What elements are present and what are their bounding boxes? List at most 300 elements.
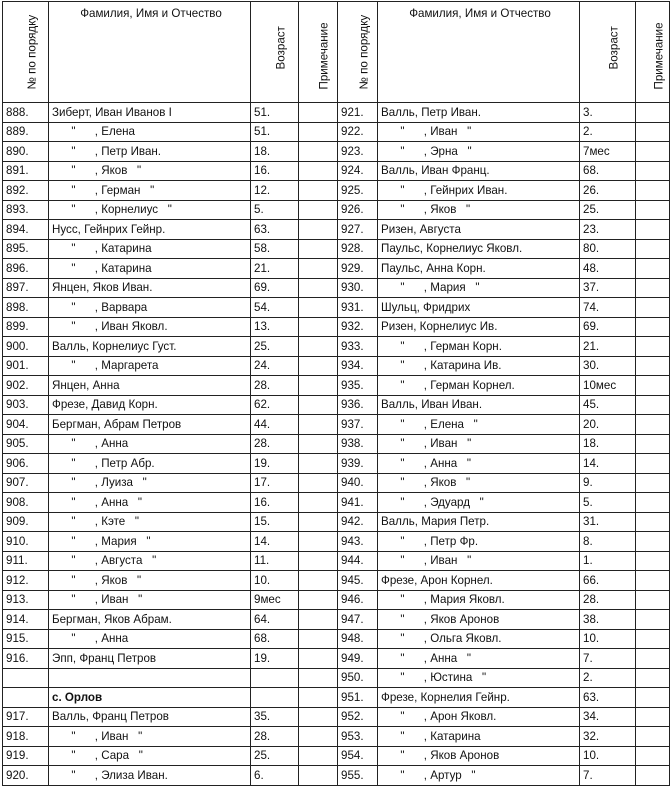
- row-number-right: 934.: [338, 356, 378, 376]
- person-name-right: " , Ольга Яковл.: [378, 629, 580, 649]
- person-name-left: с. Орлов: [49, 688, 251, 708]
- note-right: [636, 161, 670, 181]
- note-left: [299, 434, 338, 454]
- age-left: 5.: [251, 200, 299, 220]
- person-name-right: " , Анна ": [378, 454, 580, 474]
- age-right: 8.: [580, 532, 636, 552]
- age-right: 31.: [580, 512, 636, 532]
- age-right: 26.: [580, 181, 636, 201]
- row-number-right: 942.: [338, 512, 378, 532]
- table-row: [3, 707, 670, 727]
- row-number-right: 926.: [338, 200, 378, 220]
- age-right: 7.: [580, 649, 636, 669]
- person-name-right: Валль, Петр Иван.: [378, 103, 580, 123]
- age-left: 17.: [251, 473, 299, 493]
- age-right: 48.: [580, 259, 636, 279]
- row-number-right: 947.: [338, 610, 378, 630]
- table-row: [3, 376, 670, 396]
- note-left: [299, 337, 338, 357]
- person-name-right: Паульс, Анна Корн.: [378, 259, 580, 279]
- age-left: 69.: [251, 278, 299, 298]
- age-right: 7.: [580, 766, 636, 786]
- age-right: 2.: [580, 122, 636, 142]
- row-number-left: 912.: [3, 571, 49, 591]
- header-number-left: № по порядку: [3, 2, 49, 103]
- person-name-left: " , Корнелиус ": [49, 200, 251, 220]
- age-left: 14.: [251, 532, 299, 552]
- person-name-left: " , Анна ": [49, 493, 251, 513]
- header-name-left: Фамилия, Имя и Отчество: [49, 2, 251, 103]
- age-left: [251, 688, 299, 708]
- row-number-left: 889.: [3, 122, 49, 142]
- note-right: [636, 259, 670, 279]
- row-number-left: 910.: [3, 532, 49, 552]
- person-name-left: " , Петр Иван.: [49, 142, 251, 162]
- age-right: 63.: [580, 688, 636, 708]
- age-left: 58.: [251, 239, 299, 259]
- row-number-left: 918.: [3, 727, 49, 747]
- person-name-left: " , Иван Яковл.: [49, 317, 251, 337]
- row-number-right: 949.: [338, 649, 378, 669]
- table-row: [3, 649, 670, 669]
- person-name-right: " , Герман Корн.: [378, 337, 580, 357]
- age-right: 18.: [580, 434, 636, 454]
- age-left: 63.: [251, 220, 299, 240]
- age-left: 9мес: [251, 590, 299, 610]
- row-number-right: 936.: [338, 395, 378, 415]
- row-number-right: 955.: [338, 766, 378, 786]
- person-name-left: " , Кэте ": [49, 512, 251, 532]
- note-right: [636, 278, 670, 298]
- table-row: [3, 395, 670, 415]
- header-age-left: Возраст: [251, 2, 299, 103]
- header-name-right: Фамилия, Имя и Отчество: [378, 2, 580, 103]
- person-name-right: Шульц, Фридрих: [378, 298, 580, 318]
- row-number-left: 892.: [3, 181, 49, 201]
- age-right: 1.: [580, 551, 636, 571]
- header-row: [3, 2, 670, 103]
- person-name-right: Паульс, Корнелиус Яковл.: [378, 239, 580, 259]
- row-number-right: 933.: [338, 337, 378, 357]
- note-left: [299, 727, 338, 747]
- note-right: [636, 200, 670, 220]
- person-name-right: " , Катарина: [378, 727, 580, 747]
- note-left: [299, 259, 338, 279]
- header-note-left: Примечание: [299, 2, 338, 103]
- person-name-right: " , Петр Фр.: [378, 532, 580, 552]
- person-name-right: " , Гейнрих Иван.: [378, 181, 580, 201]
- note-right: [636, 298, 670, 318]
- person-name-right: " , Елена ": [378, 415, 580, 435]
- person-name-left: " , Элиза Иван.: [49, 766, 251, 786]
- age-right: 37.: [580, 278, 636, 298]
- age-left: 10.: [251, 571, 299, 591]
- table-row: [3, 551, 670, 571]
- row-number-left: 915.: [3, 629, 49, 649]
- person-name-right: Валль, Мария Петр.: [378, 512, 580, 532]
- age-left: 18.: [251, 142, 299, 162]
- note-left: [299, 610, 338, 630]
- row-number-right: 944.: [338, 551, 378, 571]
- age-left: 28.: [251, 376, 299, 396]
- age-right: 38.: [580, 610, 636, 630]
- table-row: [3, 571, 670, 591]
- row-number-left: 908.: [3, 493, 49, 513]
- age-left: 51.: [251, 103, 299, 123]
- person-name-left: " , Варвара: [49, 298, 251, 318]
- note-left: [299, 532, 338, 552]
- row-number-left: 905.: [3, 434, 49, 454]
- table-row: [3, 668, 670, 688]
- row-number-right: 932.: [338, 317, 378, 337]
- age-left: 25.: [251, 746, 299, 766]
- census-table: [2, 1, 670, 786]
- note-right: [636, 473, 670, 493]
- row-number-left: 917.: [3, 707, 49, 727]
- age-left: 51.: [251, 122, 299, 142]
- age-right: 45.: [580, 395, 636, 415]
- row-number-left: 894.: [3, 220, 49, 240]
- note-left: [299, 181, 338, 201]
- row-number-right: 950.: [338, 668, 378, 688]
- note-left: [299, 395, 338, 415]
- row-number-right: 938.: [338, 434, 378, 454]
- row-number-left: 904.: [3, 415, 49, 435]
- row-number-right: 930.: [338, 278, 378, 298]
- note-right: [636, 688, 670, 708]
- age-left: 62.: [251, 395, 299, 415]
- row-number-right: 951.: [338, 688, 378, 708]
- note-right: [636, 454, 670, 474]
- note-right: [636, 649, 670, 669]
- table-row: [3, 629, 670, 649]
- age-left: 16.: [251, 161, 299, 181]
- person-name-right: " , Мария Яковл.: [378, 590, 580, 610]
- note-left: [299, 512, 338, 532]
- note-right: [636, 551, 670, 571]
- row-number-left: 896.: [3, 259, 49, 279]
- note-right: [636, 415, 670, 435]
- age-left: [251, 668, 299, 688]
- row-number-left: [3, 688, 49, 708]
- note-right: [636, 181, 670, 201]
- note-left: [299, 161, 338, 181]
- age-right: 28.: [580, 590, 636, 610]
- age-right: 32.: [580, 727, 636, 747]
- note-right: [636, 337, 670, 357]
- row-number-right: 935.: [338, 376, 378, 396]
- person-name-right: " , Яков Аронов: [378, 610, 580, 630]
- person-name-left: Фрезе, Давид Корн.: [49, 395, 251, 415]
- person-name-left: " , Сара ": [49, 746, 251, 766]
- row-number-left: 919.: [3, 746, 49, 766]
- note-left: [299, 122, 338, 142]
- age-left: 13.: [251, 317, 299, 337]
- table-row: [3, 298, 670, 318]
- person-name-left: " , Мария ": [49, 532, 251, 552]
- note-right: [636, 610, 670, 630]
- note-right: [636, 766, 670, 786]
- note-left: [299, 356, 338, 376]
- row-number-right: 941.: [338, 493, 378, 513]
- person-name-right: " , Эрна ": [378, 142, 580, 162]
- row-number-left: 914.: [3, 610, 49, 630]
- table-row: [3, 103, 670, 123]
- note-right: [636, 142, 670, 162]
- person-name-left: " , Маргарета: [49, 356, 251, 376]
- table-row: [3, 434, 670, 454]
- note-left: [299, 707, 338, 727]
- row-number-right: 923.: [338, 142, 378, 162]
- row-number-left: 901.: [3, 356, 49, 376]
- row-number-right: 939.: [338, 454, 378, 474]
- table-row: [3, 259, 670, 279]
- person-name-right: " , Катарина Ив.: [378, 356, 580, 376]
- person-name-right: " , Анна ": [378, 649, 580, 669]
- table-row: [3, 454, 670, 474]
- person-name-left: " , Анна: [49, 629, 251, 649]
- table-row: [3, 239, 670, 259]
- note-right: [636, 532, 670, 552]
- age-right: 5.: [580, 493, 636, 513]
- table-body: [3, 103, 670, 786]
- note-left: [299, 317, 338, 337]
- row-number-right: 929.: [338, 259, 378, 279]
- row-number-right: 952.: [338, 707, 378, 727]
- note-right: [636, 571, 670, 591]
- header-note-right: Примечание: [636, 2, 670, 103]
- row-number-left: 902.: [3, 376, 49, 396]
- age-right: 30.: [580, 356, 636, 376]
- age-right: 34.: [580, 707, 636, 727]
- note-right: [636, 629, 670, 649]
- row-number-left: 913.: [3, 590, 49, 610]
- table-row: [3, 473, 670, 493]
- person-name-right: Фрезе, Арон Корнел.: [378, 571, 580, 591]
- row-number-left: 916.: [3, 649, 49, 669]
- row-number-right: 931.: [338, 298, 378, 318]
- person-name-left: " , Иван ": [49, 727, 251, 747]
- row-number-right: 943.: [338, 532, 378, 552]
- row-number-left: [3, 668, 49, 688]
- age-left: 11.: [251, 551, 299, 571]
- row-number-right: 948.: [338, 629, 378, 649]
- row-number-left: 911.: [3, 551, 49, 571]
- age-right: 68.: [580, 161, 636, 181]
- row-number-right: 925.: [338, 181, 378, 201]
- note-left: [299, 668, 338, 688]
- row-number-left: 900.: [3, 337, 49, 357]
- age-right: 80.: [580, 239, 636, 259]
- age-left: 6.: [251, 766, 299, 786]
- row-number-left: 890.: [3, 142, 49, 162]
- note-left: [299, 571, 338, 591]
- note-left: [299, 473, 338, 493]
- person-name-left: " , Яков ": [49, 571, 251, 591]
- age-right: 9.: [580, 473, 636, 493]
- table-row: [3, 766, 670, 786]
- table-row: [3, 220, 670, 240]
- age-right: 10мес: [580, 376, 636, 396]
- person-name-left: " , Герман ": [49, 181, 251, 201]
- person-name-left: " , Луиза ": [49, 473, 251, 493]
- note-left: [299, 239, 338, 259]
- table-row: [3, 317, 670, 337]
- age-right: 7мес: [580, 142, 636, 162]
- person-name-left: Бергман, Абрам Петров: [49, 415, 251, 435]
- age-right: 2.: [580, 668, 636, 688]
- age-left: 68.: [251, 629, 299, 649]
- note-left: [299, 629, 338, 649]
- note-right: [636, 376, 670, 396]
- person-name-right: " , Артур ": [378, 766, 580, 786]
- person-name-left: Бергман, Яков Абрам.: [49, 610, 251, 630]
- note-right: [636, 434, 670, 454]
- table-row: [3, 493, 670, 513]
- row-number-left: 897.: [3, 278, 49, 298]
- person-name-right: Валль, Иван Иван.: [378, 395, 580, 415]
- age-right: 20.: [580, 415, 636, 435]
- person-name-right: Валль, Иван Франц.: [378, 161, 580, 181]
- row-number-left: 920.: [3, 766, 49, 786]
- note-left: [299, 376, 338, 396]
- row-number-right: 921.: [338, 103, 378, 123]
- table-row: [3, 181, 670, 201]
- note-left: [299, 649, 338, 669]
- note-right: [636, 356, 670, 376]
- age-left: 64.: [251, 610, 299, 630]
- person-name-right: Фрезе, Корнелия Гейнр.: [378, 688, 580, 708]
- note-left: [299, 103, 338, 123]
- person-name-right: " , Юстина ": [378, 668, 580, 688]
- note-right: [636, 103, 670, 123]
- note-right: [636, 239, 670, 259]
- age-right: 69.: [580, 317, 636, 337]
- age-right: 10.: [580, 746, 636, 766]
- note-right: [636, 220, 670, 240]
- row-number-right: 954.: [338, 746, 378, 766]
- person-name-left: " , Петр Абр.: [49, 454, 251, 474]
- age-right: 3.: [580, 103, 636, 123]
- table-row: [3, 161, 670, 181]
- table-row: [3, 356, 670, 376]
- row-number-left: 903.: [3, 395, 49, 415]
- table-row: [3, 590, 670, 610]
- table-row: [3, 688, 670, 708]
- age-left: 19.: [251, 649, 299, 669]
- person-name-left: Валль, Корнелиус Густ.: [49, 337, 251, 357]
- row-number-right: 937.: [338, 415, 378, 435]
- person-name-left: " , Елена: [49, 122, 251, 142]
- note-right: [636, 590, 670, 610]
- person-name-right: " , Иван ": [378, 122, 580, 142]
- person-name-right: Ризен, Корнелиус Ив.: [378, 317, 580, 337]
- person-name-left: " , Августа ": [49, 551, 251, 571]
- age-left: 44.: [251, 415, 299, 435]
- person-name-right: " , Мария ": [378, 278, 580, 298]
- note-left: [299, 278, 338, 298]
- note-right: [636, 746, 670, 766]
- row-number-left: 891.: [3, 161, 49, 181]
- table-row: [3, 278, 670, 298]
- row-number-left: 907.: [3, 473, 49, 493]
- row-number-right: 945.: [338, 571, 378, 591]
- person-name-left: " , Иван ": [49, 590, 251, 610]
- note-left: [299, 688, 338, 708]
- person-name-right: " , Иван ": [378, 551, 580, 571]
- table-row: [3, 200, 670, 220]
- note-left: [299, 415, 338, 435]
- note-left: [299, 142, 338, 162]
- row-number-right: 928.: [338, 239, 378, 259]
- person-name-right: " , Яков ": [378, 473, 580, 493]
- row-number-right: 927.: [338, 220, 378, 240]
- note-right: [636, 122, 670, 142]
- table-row: [3, 746, 670, 766]
- table-row: [3, 142, 670, 162]
- table-row: [3, 337, 670, 357]
- note-left: [299, 200, 338, 220]
- age-right: 21.: [580, 337, 636, 357]
- note-right: [636, 512, 670, 532]
- note-right: [636, 727, 670, 747]
- age-left: 54.: [251, 298, 299, 318]
- person-name-right: Ризен, Августа: [378, 220, 580, 240]
- person-name-left: Зиберт, Иван Иванов I: [49, 103, 251, 123]
- table-row: [3, 532, 670, 552]
- age-right: 66.: [580, 571, 636, 591]
- person-name-right: " , Иван ": [378, 434, 580, 454]
- age-left: 28.: [251, 434, 299, 454]
- age-left: 35.: [251, 707, 299, 727]
- row-number-left: 909.: [3, 512, 49, 532]
- person-name-left: Янцен, Яков Иван.: [49, 278, 251, 298]
- note-right: [636, 317, 670, 337]
- age-right: 14.: [580, 454, 636, 474]
- header-age-right: Возраст: [580, 2, 636, 103]
- row-number-left: 899.: [3, 317, 49, 337]
- note-left: [299, 590, 338, 610]
- person-name-left: Янцен, Анна: [49, 376, 251, 396]
- row-number-left: 893.: [3, 200, 49, 220]
- row-number-left: 895.: [3, 239, 49, 259]
- person-name-right: " , Яков Аронов: [378, 746, 580, 766]
- note-right: [636, 668, 670, 688]
- person-name-left: " , Анна: [49, 434, 251, 454]
- age-left: 19.: [251, 454, 299, 474]
- person-name-left: " , Катарина: [49, 259, 251, 279]
- row-number-right: 953.: [338, 727, 378, 747]
- row-number-right: 940.: [338, 473, 378, 493]
- age-right: 23.: [580, 220, 636, 240]
- note-left: [299, 551, 338, 571]
- row-number-right: 924.: [338, 161, 378, 181]
- age-right: 25.: [580, 200, 636, 220]
- note-left: [299, 493, 338, 513]
- note-right: [636, 707, 670, 727]
- note-right: [636, 395, 670, 415]
- age-left: 21.: [251, 259, 299, 279]
- person-name-left: [49, 668, 251, 688]
- note-left: [299, 766, 338, 786]
- row-number-right: 922.: [338, 122, 378, 142]
- table-row: [3, 610, 670, 630]
- person-name-right: " , Арон Яковл.: [378, 707, 580, 727]
- person-name-left: Нусс, Гейнрих Гейнр.: [49, 220, 251, 240]
- age-left: 12.: [251, 181, 299, 201]
- person-name-left: " , Яков ": [49, 161, 251, 181]
- row-number-right: 946.: [338, 590, 378, 610]
